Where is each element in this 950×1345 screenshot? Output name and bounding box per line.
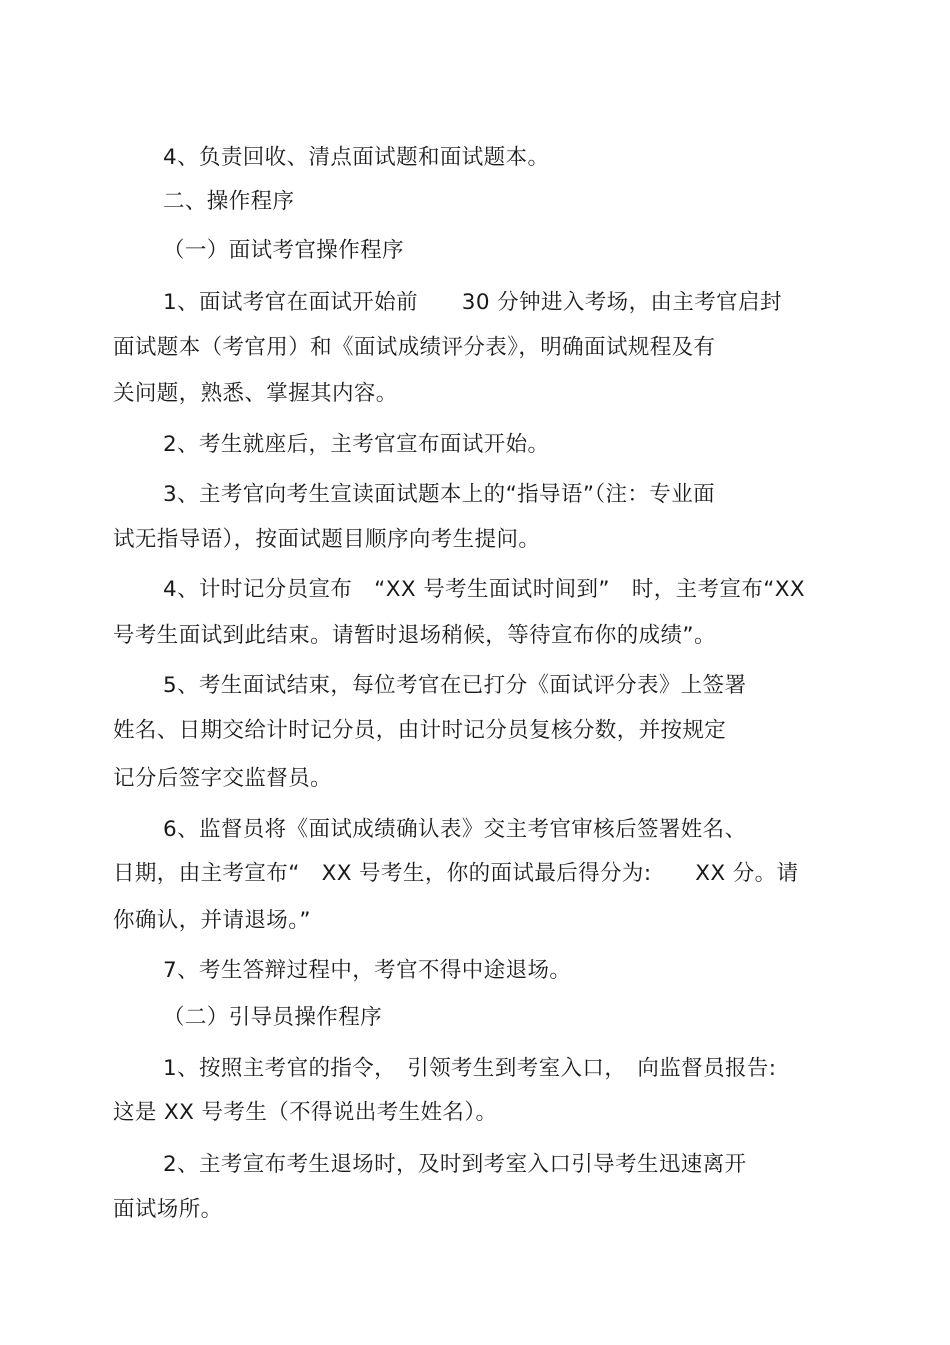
text-line: 试无指导语），按面试题目顺序向考生提问。 <box>113 527 541 552</box>
text-line: 5、考生面试结束，每位考官在已打分《面试评分表》上签署 <box>163 673 747 698</box>
text-line: 6、监督员将《面试成绩确认表》交主考官审核后签署姓名、 <box>163 817 747 842</box>
text-line: 姓名、日期交给计时记分员，由计时记分员复核分数，并按规定 <box>113 718 727 743</box>
text-line: 3、主考官向考生宣读面试题本上的“指导语”（注：专业面 <box>163 482 716 507</box>
text-line: 2、主考宣布考生退场时，及时到考室入口引导考生迅速离开 <box>163 1152 747 1177</box>
text-line: 面试场所。 <box>113 1197 223 1222</box>
text-line: 日期，由主考宣布“ XX 号考生，你的面试最后得分为: XX 分。请 <box>113 861 799 886</box>
text-line: 你确认，并请退场。” <box>113 908 311 933</box>
text-line: 4、计时记分员宣布 “XX 号考生面试时间到” 时，主考宣布“XX <box>163 577 806 602</box>
text-line: 面试题本（考官用）和《面试成绩评分表》，明确面试规程及有 <box>113 335 716 360</box>
text-line: 1、面试考官在面试开始前 30 分钟进入考场，由主考官启封 <box>163 290 782 315</box>
section-heading: 二、操作程序 <box>163 189 295 214</box>
text-line: 这是 XX 号考生（不得说出考生姓名）。 <box>113 1100 498 1125</box>
subsection-heading: （二）引导员操作程序 <box>163 1005 383 1030</box>
text-line: 2、考生就座后，主考官宣布面试开始。 <box>163 432 550 457</box>
text-line: 4、负责回收、清点面试题和面试题本。 <box>163 145 550 170</box>
text-line: 关问题，熟悉、掌握其内容。 <box>113 381 398 406</box>
text-line: 7、考生答辩过程中，考官不得中途退场。 <box>163 958 572 983</box>
text-line: 记分后签字交监督员。 <box>113 766 333 791</box>
text-line: 1、按照主考官的指令， 引领考生到考室入口， 向监督员报告: <box>163 1056 777 1081</box>
text-line: 号考生面试到此结束。请暂时退场稍候，等待宣布你的成绩”。 <box>113 623 716 648</box>
subsection-heading: （一）面试考官操作程序 <box>163 238 404 263</box>
